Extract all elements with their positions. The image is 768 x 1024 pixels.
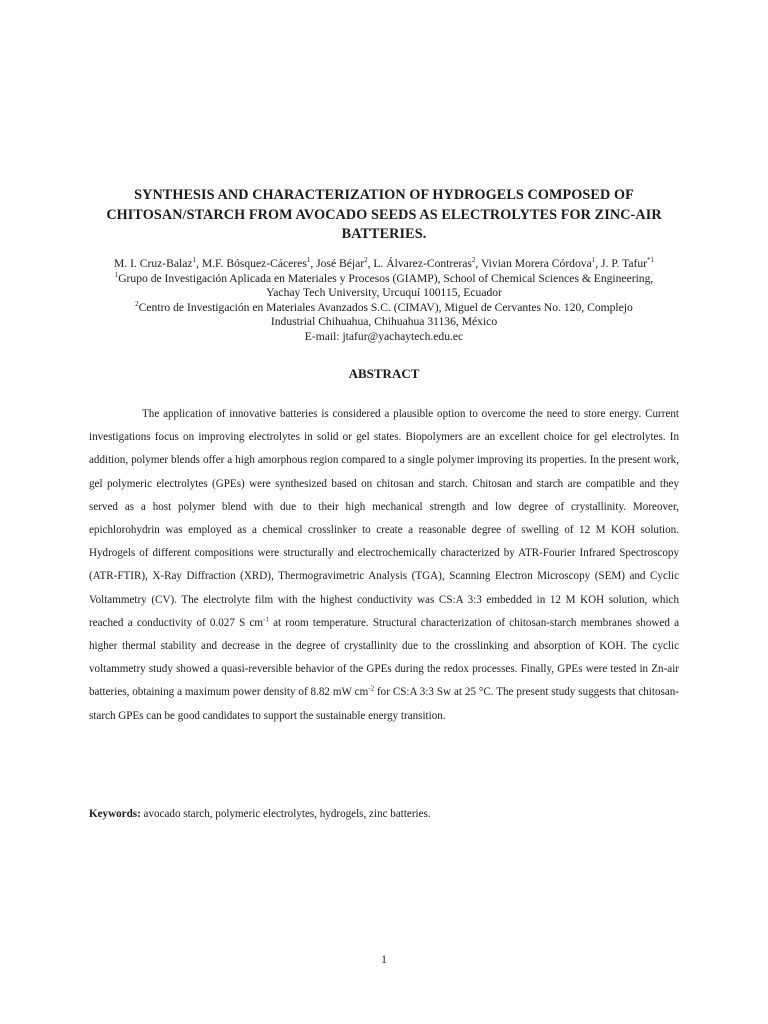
keywords-line bbox=[89, 806, 431, 822]
contact-email: E-mail: jtafur@yachaytech.edu.ec bbox=[304, 329, 464, 343]
affiliation-marker: 2 bbox=[364, 256, 368, 265]
affiliation-marker: 1 bbox=[114, 270, 119, 279]
affiliation-marker: 2 bbox=[135, 299, 139, 308]
unit-exponent: -1 bbox=[263, 615, 269, 624]
keywords-text: avocado starch, polymeric electrolytes, hydrogels, zinc batteries. bbox=[140, 808, 431, 820]
affiliation-marker: 1 bbox=[192, 256, 197, 265]
author-name: , L. Álvarez-Contreras bbox=[367, 257, 472, 270]
author-list bbox=[60, 257, 708, 272]
author-name: , M.F. Bósquez-Cáceres bbox=[196, 257, 307, 270]
author-name: , J. P. Tafur bbox=[595, 257, 648, 270]
page-number: 1 bbox=[381, 954, 387, 966]
affiliation-marker: 1 bbox=[591, 256, 596, 265]
abstract-body bbox=[89, 403, 679, 728]
author-name: M. I. Cruz-Balaz bbox=[113, 257, 193, 270]
affiliation-2-line-2: Industrial Chihuahua, Chihuahua 31136, México bbox=[270, 315, 498, 329]
affiliation-1-line-2: Yachay Tech University, Urcuquí 100115, Ecuador bbox=[266, 286, 502, 300]
affiliation-1-line-1 bbox=[60, 272, 708, 287]
paper-title: SYNTHESIS AND CHARACTERIZATION OF HYDROGELS COMPOSED OF CHITOSAN/STARCH FROM AVOCADO SEEDS AS ELECTROLYTES FOR ZINC-AIR BATTERIES. bbox=[106, 187, 662, 242]
abstract-text-part-2: at room temperature. Structural characterization of chitosan-starch membranes showed a higher thermal stability and decrease in the degree of crystallinity due to the crosslinking and absorption of KOH. The cyclic voltammetry study showed a quasi-reversible behavior of the GPEs during the redox processes. Finally, GPEs were tested in Zn-air batteries, obtaining a maximum power density of 8.82 mW cm bbox=[89, 616, 679, 699]
affiliation-text: Grupo de Investigación Aplicada en Materiales y Procesos (GIAMP), School of Chemical Sciences & Engineering, bbox=[118, 271, 654, 285]
unit-exponent: -2 bbox=[368, 684, 375, 693]
abstract-text-part-3: for CS:A 3:3 Sw at 25 °C. The present study suggests that chitosan-starch GPEs can be good candidates to support the sustainable energy transition. bbox=[89, 686, 679, 722]
author-name: , José Béjar bbox=[310, 257, 365, 270]
affiliation-marker: *1 bbox=[647, 256, 655, 265]
abstract-text-part-1: The application of innovative batteries is considered a plausible option to overcome the need to store energy. Current investigations focus on improving electrolytes in solid or gel states. Biopolymers are an excellent choice for gel electrolytes. In addition, polymer blends offer a high amorphous region compared to a single polymer improving its properties. In the present work, gel polymeric electrolytes (GPEs) were synthesized based on chitosan and starch. Chitosan and starch are compatible and they served as a host polymer blend with due to their high mechanical strength and low degree of crystallinity. Moreover, epichlorohydrin was employed as a chemical crosslinker to create a reasonable degree of swelling of 12 M KOH solution. Hydrogels of different compositions were structurally and electrochemically characterized by ATR-Fourier Infrared Spectroscopy (ATR-FTIR), X-Ray Diffraction (XRD), Thermogravimetric Analysis (TGA), Scanning Electron Microscopy (SEM) and Cyclic Voltammetry (CV). The electrolyte film with the highest conductivity was CS:A 3:3 embedded in 12 M KOH solution, which reached a conductivity of 0.027 S cm bbox=[89, 408, 679, 629]
affiliation-2-line-1 bbox=[60, 301, 708, 316]
keywords-label: Keywords: bbox=[89, 808, 141, 820]
affiliation-marker: 1 bbox=[306, 256, 311, 265]
affiliation-marker: 2 bbox=[471, 256, 476, 265]
author-name: , Vivian Morera Córdova bbox=[475, 257, 592, 270]
abstract-heading: ABSTRACT bbox=[348, 366, 420, 381]
affiliation-text: Centro de Investigación en Materiales Avanzados S.C. (CIMAV), Miguel de Cervantes No. 120, Complejo bbox=[138, 300, 633, 314]
author-block bbox=[60, 257, 708, 345]
